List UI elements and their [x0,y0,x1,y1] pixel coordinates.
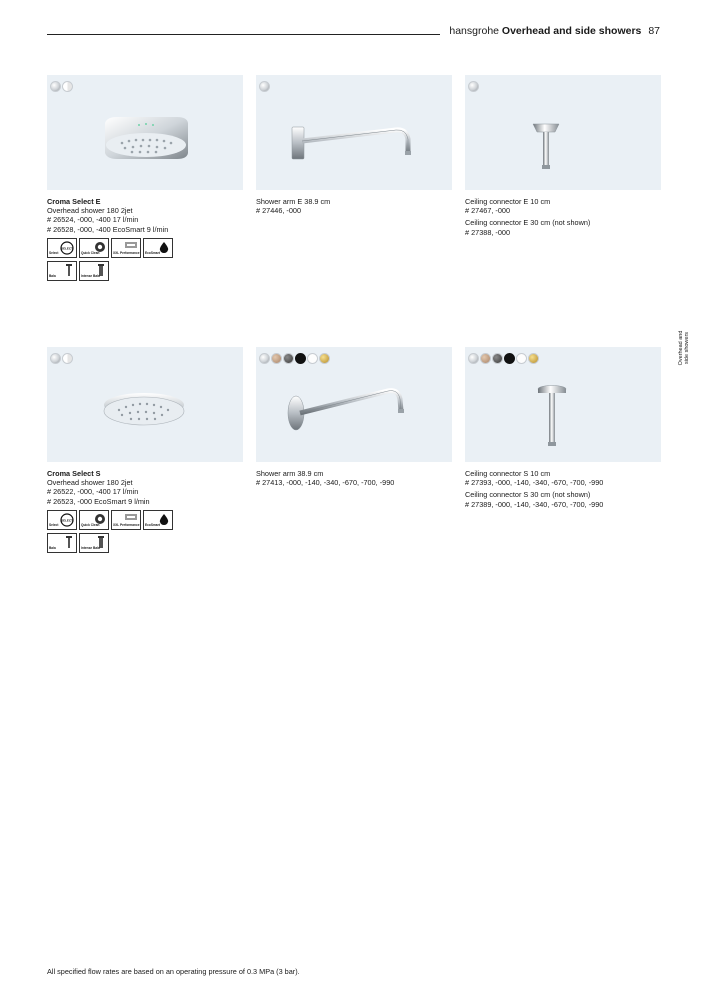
select-icon [60,513,74,527]
bala-icon [64,536,74,549]
product-image [256,75,452,190]
feature-bala [47,533,77,553]
brand-name: hansgrohe [449,25,499,37]
bala-icon [64,264,74,277]
product-ceiling-connector-e [465,75,661,237]
feature-label: Bala [49,274,56,279]
product-line: # 27467, -000 [465,206,511,216]
product-line: # 27388, -000 [465,227,511,237]
product-line: Shower arm 38.9 cm [256,469,324,478]
product-info [47,462,243,553]
product-info [256,190,452,215]
side-tab-line2: side showers [684,331,690,365]
svg-text:SELECT: SELECT [61,246,73,251]
ceiling-connector-s-image [465,347,661,462]
page-header [449,25,660,37]
feature-quick-clean [79,238,109,258]
header-rule [47,34,440,35]
feature-label: XXL Performance [113,251,140,256]
feature-icons [47,238,243,281]
product-name: Croma Select S [47,469,101,478]
page-number: 87 [648,25,660,37]
xxl-performance-icon [124,241,138,249]
feature-label: Bala [49,546,56,551]
product-line: # 26523, -000 EcoSmart 9 l/min [47,496,150,506]
feature-xxl [111,510,141,530]
section-title: Overhead and side showers [501,25,642,37]
product-line: Shower arm E 38.9 cm [256,197,331,206]
product-info [47,190,243,281]
product-line: Ceiling connector S 10 cm [465,469,551,478]
square-overhead-shower-image [47,75,243,190]
product-croma-select-s [47,347,243,553]
product-line: # 26528, -000, -400 EcoSmart 9 l/min [47,224,169,234]
product-line: # 27389, -000, -140, -340, -670, -700, -990 [465,499,604,509]
product-line: # 27446, -000 [256,206,302,216]
product-info [465,190,661,237]
product-line: Ceiling connector E 10 cm [465,197,551,206]
product-image [465,75,661,190]
feature-ecosmart [143,510,173,530]
shower-arm-e-image [256,75,452,190]
product-ceiling-connector-s [465,347,661,509]
ceiling-connector-e-image [465,75,661,190]
feature-select [47,510,77,530]
product-info [465,462,661,509]
product-image [256,347,452,462]
product-name: Croma Select E [47,197,101,206]
feature-select [47,238,77,258]
svg-text:SELECT: SELECT [61,518,73,523]
product-line: # 26522, -000, -400 17 l/min [47,487,139,497]
product-image [47,75,243,190]
feature-label: Intense Bala [81,546,100,551]
footnote: All specified flow rates are based on an operating pressure of 0.3 MPa (3 bar). [47,967,300,976]
feature-label: XXL Performance [113,523,140,528]
feature-label: EcoSmart [145,251,160,256]
feature-quick-clean [79,510,109,530]
product-info [256,462,452,487]
feature-intense-bala [79,261,109,281]
feature-label: Quick Clean [81,251,100,256]
xxl-performance-icon [124,513,138,521]
product-line: Ceiling connector S 30 cm (not shown) [465,490,591,500]
side-tab-line1: Overhead and [678,330,684,366]
feature-label: EcoSmart [145,523,160,528]
product-shower-arm-e [256,75,452,215]
feature-label: Select [49,523,59,528]
product-image [47,347,243,462]
shower-arm-s-image [256,347,452,462]
feature-label: Intense Bala [81,274,100,279]
product-line: Overhead shower 180 2jet [47,478,133,488]
product-line: Overhead shower 180 2jet [47,206,133,216]
product-shower-arm-s [256,347,452,487]
product-line: Ceiling connector E 30 cm (not shown) [465,218,591,228]
feature-icons [47,510,243,553]
product-image [465,347,661,462]
select-icon [60,241,74,255]
side-tab [672,322,696,374]
round-overhead-shower-image [47,347,243,462]
feature-ecosmart [143,238,173,258]
feature-label: Quick Clean [81,523,100,528]
feature-bala [47,261,77,281]
feature-label: Select [49,251,59,256]
product-line: # 27413, -000, -140, -340, -670, -700, -990 [256,478,395,488]
feature-intense-bala [79,533,109,553]
product-line: # 26524, -000, -400 17 l/min [47,215,139,225]
feature-xxl [111,238,141,258]
product-line: # 27393, -000, -140, -340, -670, -700, -990 [465,478,604,488]
product-croma-select-e [47,75,243,281]
side-tab-label [678,331,690,366]
